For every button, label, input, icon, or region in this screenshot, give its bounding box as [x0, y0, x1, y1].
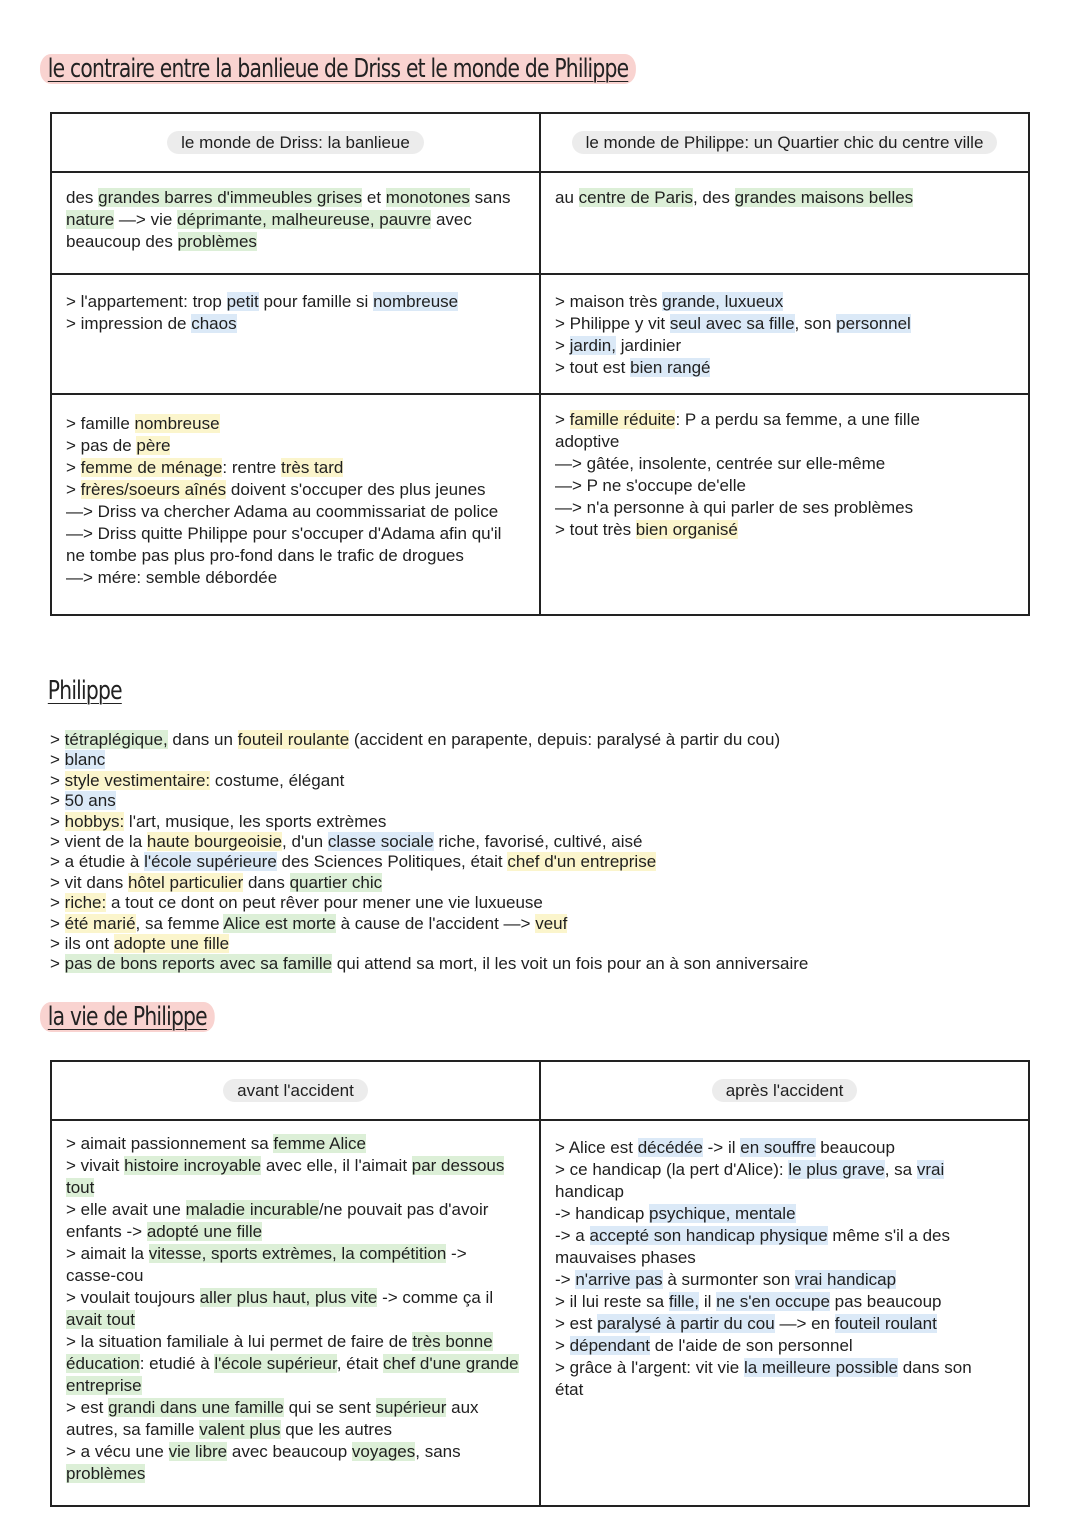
highlighted-text: adopte une fille: [113, 934, 230, 954]
text: >: [50, 770, 65, 790]
text-line: [66, 435, 525, 457]
highlighted-text: problèmes: [66, 1464, 146, 1483]
text-line: [66, 187, 525, 209]
header-driss: [51, 113, 540, 172]
text: > tout est: [555, 358, 631, 377]
highlighted-text: bien organisé: [635, 520, 738, 539]
text-line: [50, 873, 1030, 893]
text: > ils ont: [50, 934, 114, 954]
text-line: [555, 313, 1014, 335]
text: >: [50, 811, 65, 831]
text: qui se sent: [283, 1398, 376, 1417]
text: autres, sa famille: [66, 1420, 200, 1439]
text-line: [66, 545, 525, 567]
text: —> gâtée, insolente, centrée sur elle-même: [555, 454, 886, 473]
text: > ce handicap (la pert d'Alice):: [555, 1160, 789, 1179]
text-line: [66, 501, 525, 523]
text: et: [362, 188, 386, 207]
text-line: [555, 1357, 1014, 1379]
text-line: [50, 852, 1030, 872]
highlighted-text: fouteil roulant: [834, 1314, 937, 1333]
text-line: [66, 313, 525, 335]
text: > l'appartement: trop: [66, 292, 227, 311]
highlighted-text: avait tout: [66, 1310, 135, 1329]
text: aux: [446, 1398, 479, 1417]
text-line: [50, 750, 1030, 770]
text: > il lui reste sa: [555, 1292, 669, 1311]
text: > pas de: [66, 436, 137, 455]
highlighted-text: quartier chic: [289, 872, 383, 892]
highlighted-text: déprimante, malheureuse, pauvre: [177, 210, 432, 229]
text-line: [66, 479, 525, 501]
text: à surmonter son: [662, 1270, 795, 1289]
text-line: [66, 1441, 525, 1463]
text-line: [555, 1291, 1014, 1313]
text: >: [50, 913, 65, 933]
text-line: [66, 209, 525, 231]
text: casse-cou: [66, 1266, 144, 1285]
text-line: [66, 1287, 525, 1309]
text: >: [50, 893, 65, 913]
text: adoptive: [555, 432, 620, 451]
text: même s'il a des: [827, 1226, 950, 1245]
text: > vient de la: [50, 832, 147, 852]
text-line: [66, 1309, 525, 1331]
text: , sa: [884, 1160, 917, 1179]
text-line: [555, 1247, 1014, 1269]
text: >: [50, 954, 65, 974]
text: > a vécu une: [66, 1442, 169, 1461]
highlighted-text: éducation: [66, 1354, 140, 1373]
text-line: [555, 1269, 1014, 1291]
highlighted-text: chef d'une grande: [383, 1354, 519, 1373]
text: > tout très: [555, 520, 636, 539]
text-line: [50, 893, 1030, 913]
text-line: [66, 1419, 525, 1441]
text: costume, élégant: [210, 770, 345, 790]
cell-philippe-family: [540, 394, 1029, 615]
text: -> comme ça il: [377, 1288, 494, 1307]
highlighted-text: grandi dans une famille: [108, 1398, 284, 1417]
highlighted-text: le plus grave: [788, 1160, 885, 1179]
text: : P a perdu sa femme, a une fille: [675, 410, 920, 429]
text: > est: [555, 1314, 598, 1333]
text: beaucoup des: [66, 232, 178, 251]
highlighted-text: père: [136, 436, 171, 455]
text: , des: [692, 188, 735, 207]
highlighted-text: la meilleure possible: [743, 1358, 898, 1377]
text-line: [66, 413, 525, 435]
highlighted-text: valent plus: [199, 1420, 281, 1439]
text-line: [555, 1225, 1014, 1247]
text: avec beaucoup: [227, 1442, 352, 1461]
text-line: [66, 523, 525, 545]
highlighted-text: frères/soeurs aînés: [80, 480, 227, 499]
highlighted-text: supérieur: [375, 1398, 447, 1417]
text-line: [66, 1375, 525, 1397]
text: , était: [336, 1354, 384, 1373]
text: handicap: [555, 1182, 625, 1201]
text-line: [50, 812, 1030, 832]
text: des: [66, 188, 99, 207]
highlighted-text: centre de Paris: [578, 188, 693, 207]
text-line: [555, 1203, 1014, 1225]
highlighted-text: Alice est morte: [223, 913, 336, 933]
highlighted-text: haute bourgeoisie: [146, 832, 283, 852]
highlighted-text: monotones: [385, 188, 470, 207]
text-line: [66, 1353, 525, 1375]
text: > est: [66, 1398, 109, 1417]
text: état: [555, 1380, 584, 1399]
text: -> a: [555, 1226, 590, 1245]
text-line: [66, 1265, 525, 1287]
cell-philippe-house: [540, 274, 1029, 394]
highlighted-text: décédée: [637, 1138, 703, 1157]
highlighted-text: riche:: [64, 893, 107, 913]
text: -> il: [702, 1138, 741, 1157]
section-title-life: la vie de Philippe: [40, 1002, 215, 1032]
text-line: [555, 1159, 1014, 1181]
text: jardinier: [615, 336, 682, 355]
text-line: [66, 1397, 525, 1419]
highlighted-text: été marié: [64, 913, 136, 933]
highlighted-text: jardin,: [569, 336, 616, 355]
header-philippe-label: le monde de Philippe: un Quartier chic du centre ville: [572, 131, 998, 154]
text-line: [50, 771, 1030, 791]
text-line: [555, 1335, 1014, 1357]
highlighted-text: bien rangé: [630, 358, 711, 377]
highlighted-text: style vestimentaire:: [64, 770, 211, 790]
text: ne tombe pas plus pro-fond dans le trafic de drogues: [66, 546, 464, 565]
header-driss-label: le monde de Driss: la banlieue: [167, 131, 424, 154]
text-line: [555, 497, 1014, 519]
text: l'art, musique, les sports extrèmes: [124, 811, 387, 831]
text: à cause de l'accident —>: [335, 913, 536, 933]
text: >: [50, 750, 65, 770]
text: >: [66, 458, 81, 477]
text-line: [555, 335, 1014, 357]
text: : rentre: [222, 458, 281, 477]
cell-driss-apartment: [51, 274, 540, 394]
highlighted-text: grandes barres d'immeubles grises: [98, 188, 363, 207]
text: -> handicap: [555, 1204, 650, 1223]
text: , sa femme: [135, 913, 224, 933]
highlighted-text: blanc: [64, 750, 106, 770]
text: —> Driss va chercher Adama au coommissariat de police: [66, 502, 499, 521]
highlighted-text: femme de ménage: [80, 458, 223, 477]
highlighted-text: voyages: [351, 1442, 416, 1461]
highlighted-text: ne s'en occupe: [716, 1292, 830, 1311]
highlighted-text: petit: [226, 292, 259, 311]
text-line: [555, 475, 1014, 497]
highlighted-text: seul avec sa fille: [669, 314, 795, 333]
text: doivent s'occuper des plus jeunes: [226, 480, 486, 499]
text: a tout ce dont on peut rêver pour mener une vie luxueuse: [106, 893, 543, 913]
highlighted-text: très bonne: [412, 1332, 493, 1351]
text-line: [66, 1155, 525, 1177]
highlighted-text: fille,: [668, 1292, 700, 1311]
highlighted-text: vrai handicap: [794, 1270, 897, 1289]
text: >: [50, 730, 65, 749]
highlighted-text: 50 ans: [64, 791, 116, 811]
text: avec: [431, 210, 472, 229]
text-line: [66, 231, 525, 253]
text: dans: [243, 872, 290, 892]
life-table: [50, 1060, 1030, 1507]
header-philippe: [540, 113, 1029, 172]
text: pas beaucoup: [829, 1292, 942, 1311]
text: >: [555, 336, 570, 355]
cell-driss-buildings: [51, 172, 540, 274]
highlighted-text: histoire incroyable: [124, 1156, 262, 1175]
highlighted-text: chaos: [191, 314, 237, 333]
text: > vit dans: [50, 872, 128, 892]
text: —> vie: [114, 210, 178, 229]
philippe-traits-list: [50, 730, 1030, 975]
text: , son: [794, 314, 837, 333]
text: —> n'a personne à qui parler de ses problèmes: [555, 498, 914, 517]
text-line: [555, 1137, 1014, 1159]
highlighted-text: paralysé à partir du cou: [597, 1314, 775, 1333]
text-line: [50, 934, 1030, 954]
text: au: [555, 188, 579, 207]
text-line: [66, 1243, 525, 1265]
text-line: [50, 730, 1030, 750]
text-line: [555, 1313, 1014, 1335]
text: mauvaises phases: [555, 1248, 696, 1267]
header-after-label: après l'accident: [712, 1079, 858, 1102]
text: >: [555, 410, 570, 429]
highlighted-text: problèmes: [177, 232, 257, 251]
cell-before-accident: [51, 1120, 540, 1506]
text-line: [555, 431, 1014, 453]
text: > a étudie à: [50, 852, 145, 872]
text-line: [555, 409, 1014, 431]
highlighted-text: femme Alice: [273, 1134, 367, 1153]
text: >: [50, 791, 65, 811]
text: > vivait: [66, 1156, 125, 1175]
highlighted-text: par dessous: [411, 1156, 505, 1175]
highlighted-text: vrai: [916, 1160, 945, 1179]
text: qui attend sa mort, il les voit un fois pour an à son anniversaire: [332, 954, 809, 974]
highlighted-text: psychique, mentale: [649, 1204, 796, 1223]
text: > aimait passionnement sa: [66, 1134, 274, 1153]
text: de l'aide de son personnel: [650, 1336, 853, 1355]
text: , d'un: [282, 832, 328, 852]
cell-driss-family: [51, 394, 540, 615]
highlighted-text: maladie incurable: [185, 1200, 319, 1219]
highlighted-text: hôtel particulier: [127, 872, 244, 892]
text: des Sciences Politiques, était: [276, 852, 508, 872]
text: > la situation familiale à lui permet de faire de: [66, 1332, 413, 1351]
highlighted-text: personnel: [836, 314, 911, 333]
text: > grâce à l'argent: vit vie: [555, 1358, 744, 1377]
highlighted-text: entreprise: [66, 1376, 142, 1395]
highlighted-text: l'école supérieure: [144, 852, 277, 872]
highlighted-text: grande, luxueux: [662, 292, 784, 311]
text-line: [66, 1331, 525, 1353]
text: > maison très: [555, 292, 663, 311]
text-line: [555, 1379, 1014, 1401]
highlighted-text: l'école supérieur: [214, 1354, 337, 1373]
highlighted-text: tout: [66, 1178, 95, 1197]
text-line: [50, 832, 1030, 852]
text: (accident en parapente, depuis: paralysé à partir du cou): [349, 730, 781, 749]
section-title-philippe: Philippe: [47, 676, 122, 706]
text-line: [555, 1181, 1014, 1203]
text: ->: [446, 1244, 467, 1263]
text: —> mére: semble débordée: [66, 568, 278, 587]
text: dans son: [897, 1358, 972, 1377]
text: —> Driss quitte Philippe pour s'occuper d'Adama afin qu'il: [66, 524, 502, 543]
highlighted-text: tétraplégique,: [64, 730, 168, 749]
text: —> P ne s'occupe de'elle: [555, 476, 746, 495]
text-line: [50, 914, 1030, 934]
header-before: [51, 1061, 540, 1120]
text-line: [555, 187, 1014, 209]
text-line: [50, 954, 1030, 974]
highlighted-text: classe sociale: [327, 832, 434, 852]
highlighted-text: famille réduite: [569, 410, 676, 429]
text: beaucoup: [815, 1138, 895, 1157]
text-line: [66, 457, 525, 479]
cell-after-accident: [540, 1120, 1029, 1506]
highlighted-text: chef d'un entreprise: [507, 852, 657, 872]
highlighted-text: nombreuse: [134, 414, 220, 433]
text: —> en: [774, 1314, 835, 1333]
highlighted-text: pas de bons reports avec sa famille: [64, 954, 333, 974]
text: il: [699, 1292, 717, 1311]
comparison-table: [50, 112, 1030, 616]
highlighted-text: très tard: [281, 458, 344, 477]
text-line: [66, 567, 525, 589]
text: > elle avait une: [66, 1200, 186, 1219]
text: >: [555, 1336, 570, 1355]
highlighted-text: en souffre: [740, 1138, 816, 1157]
text: sans: [469, 188, 511, 207]
highlighted-text: hobbys:: [64, 811, 125, 831]
text: >: [66, 480, 81, 499]
highlighted-text: grandes maisons belles: [734, 188, 914, 207]
text-line: [66, 1463, 525, 1485]
text-line: [555, 519, 1014, 541]
highlighted-text: veuf: [535, 913, 568, 933]
text: avec elle, il l'aimait: [261, 1156, 412, 1175]
cell-philippe-location: [540, 172, 1029, 274]
header-before-label: avant l'accident: [223, 1079, 368, 1102]
text-line: [66, 1221, 525, 1243]
text: , sans: [415, 1442, 461, 1461]
text: /ne pouvait pas d'avoir: [318, 1200, 489, 1219]
text: pour famille si: [258, 292, 374, 311]
page-title: le contraire entre la banlieue de Driss et le monde de Philippe: [40, 54, 636, 84]
highlighted-text: nature: [66, 210, 115, 229]
text: ->: [555, 1270, 576, 1289]
text-line: [66, 1199, 525, 1221]
text-line: [555, 357, 1014, 379]
text: > famille: [66, 414, 135, 433]
text: riche, favorisé, cultivé, aisé: [433, 832, 643, 852]
text: > voulait toujours: [66, 1288, 200, 1307]
text: enfants ->: [66, 1222, 147, 1241]
text-line: [50, 791, 1030, 811]
text-line: [555, 291, 1014, 313]
text: > Philippe y vit: [555, 314, 670, 333]
text: que les autres: [280, 1420, 393, 1439]
highlighted-text: dépendant: [569, 1336, 651, 1355]
text-line: [66, 1177, 525, 1199]
header-after: [540, 1061, 1029, 1120]
highlighted-text: nombreuse: [373, 292, 459, 311]
text: : etudié à: [139, 1354, 215, 1373]
text-line: [66, 1133, 525, 1155]
highlighted-text: fouteil roulante: [237, 730, 350, 749]
text: > impression de: [66, 314, 192, 333]
text: dans un: [167, 730, 238, 749]
highlighted-text: adopté une fille: [146, 1222, 263, 1241]
text: > aimait la: [66, 1244, 149, 1263]
highlighted-text: vie libre: [168, 1442, 228, 1461]
text: > Alice est: [555, 1138, 638, 1157]
highlighted-text: accepté son handicap physique: [589, 1226, 828, 1245]
text-line: [555, 453, 1014, 475]
highlighted-text: aller plus haut, plus vite: [199, 1288, 378, 1307]
highlighted-text: n'arrive pas: [575, 1270, 663, 1289]
highlighted-text: vitesse, sports extrèmes, la compétition: [148, 1244, 447, 1263]
text-line: [66, 291, 525, 313]
